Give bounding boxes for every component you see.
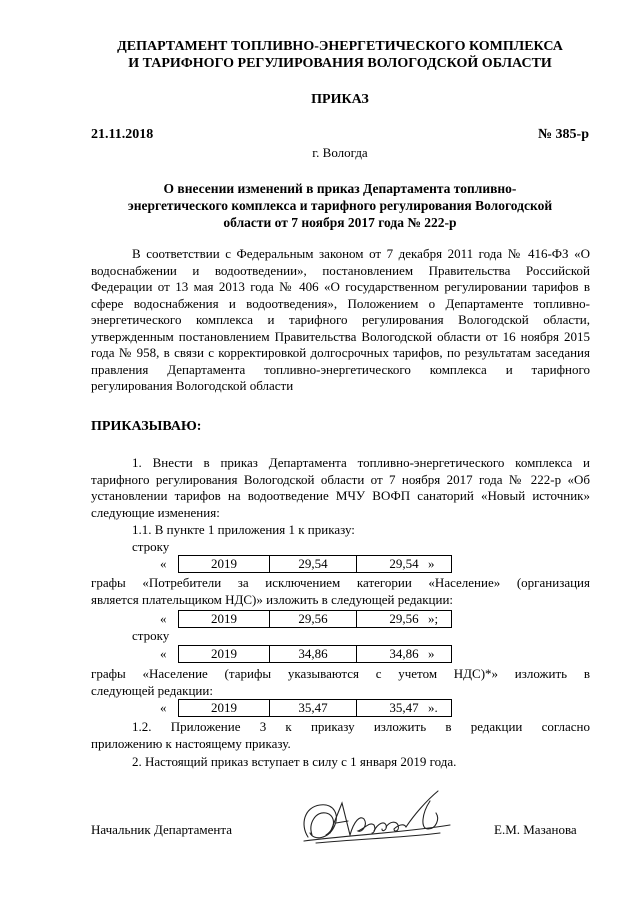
item-1-paragraph: 1. Внести в приказ Департамента топливно-энергетического комплекса и тарифного регулирования Вологодской области от 7 ноября 2017 года № 222-р «Об установлении тарифов на водоотведение МЧУ ВОФП санаторий «Новый источник» следующие изменения: [91, 455, 590, 520]
org-line-1: ДЕПАРТАМЕНТ ТОПЛИВНО-ЭНЕРГЕТИЧЕСКОГО КОМПЛЕКСА [117, 39, 563, 54]
table-cell-year: 2019 [179, 700, 270, 717]
order-word: ПРИКАЗЫВАЮ: [91, 419, 202, 434]
group-1-line-2: является плательщиком НДС)» изложить в следующей редакции: [91, 592, 454, 607]
table-cell-value: 35,47 [357, 700, 452, 717]
quote-close-1: » [428, 556, 435, 571]
subject-line-3: области от 7 ноября 2017 года № 222-р [223, 215, 457, 230]
tariff-row-table-4 [178, 699, 452, 717]
table-cell-value: 29,54 [357, 556, 452, 573]
handwritten-signature [290, 785, 465, 855]
quote-open-4: « [160, 700, 167, 715]
quote-close-3: » [428, 646, 435, 661]
item-1-1: 1.1. В пункте 1 приложения 1 к приказу: [132, 522, 355, 537]
document-city: г. Вологда [312, 145, 368, 160]
tariff-row-table-2 [178, 610, 452, 628]
table-cell-year: 2019 [179, 611, 270, 628]
org-line-2: И ТАРИФНОГО РЕГУЛИРОВАНИЯ ВОЛОГОДСКОЙ ОБЛАСТИ [128, 56, 552, 71]
item-1-2-line-1: 1.2. Приложение 3 к приказу изложить в редакции согласно [132, 719, 590, 734]
signatory-position: Начальник Департамента [91, 822, 232, 837]
table-cell-value: 34,86 [357, 646, 452, 663]
quote-close-4: ». [428, 700, 438, 715]
table-row [179, 556, 452, 573]
quote-open-2: « [160, 611, 167, 626]
table-cell-year: 2019 [179, 646, 270, 663]
group-2-line-1: графы «Население (тарифы указываются с учетом НДС)*» изложить в [91, 666, 590, 681]
table-cell-year: 2019 [179, 556, 270, 573]
subject-line-2: энергетического комплекса и тарифного регулирования Вологодской [127, 198, 553, 213]
item-1-2-line-2: приложению к настоящему приказу. [91, 736, 291, 751]
table-cell-value: 29,56 [270, 611, 357, 628]
subject-line-1: О внесении изменений в приказ Департамента топливно- [163, 181, 517, 196]
signatory-name: Е.М. Мазанова [494, 822, 577, 837]
tariff-row-table-3 [178, 645, 452, 663]
document-date: 21.11.2018 [91, 127, 154, 142]
preamble-paragraph: В соответствии с Федеральным законом от 7 декабря 2011 года № 416-ФЗ «О водоснабжении и водоотведении», постановлением Правительства Российской Федерации от 13 мая 2013 года № 406 «О государственном регулировании тарифов в сфере водоснабжения и водоотведения», Положением о Департаменте топливно-энергетического комплекса и тарифного регулирования Вологодской области, утвержденным постановлением Правительства Вологодской области от 16 ноября 2015 года № 958, в связи с корректировкой долгосрочных тарифов, по результатам заседания правления Департамента топливно-энергетического комплекса и тарифного регулирования Вологодской области [91, 246, 590, 393]
document-type: ПРИКАЗ [311, 92, 369, 107]
table-row [179, 700, 452, 717]
document-number: № 385-р [537, 127, 589, 142]
item-2: 2. Настоящий приказ вступает в силу с 1 января 2019 года. [132, 754, 457, 769]
group-2-line-2: следующей редакции: [91, 683, 213, 698]
table-cell-value: 35,47 [270, 700, 357, 717]
table-cell-value: 34,86 [270, 646, 357, 663]
table-cell-value: 29,54 [270, 556, 357, 573]
table-cell-value: 29,56 [357, 611, 452, 628]
organization-header [90, 38, 590, 72]
row-label-1: строку [132, 539, 170, 554]
tariff-row-table-1 [178, 555, 452, 573]
table-row [179, 611, 452, 628]
group-1-line-1: графы «Потребители за исключением категории «Население» (организация [91, 575, 590, 590]
document-subject [90, 180, 590, 231]
quote-close-2: »; [428, 611, 439, 626]
quote-open-1: « [160, 556, 167, 571]
row-label-2: строку [132, 628, 170, 643]
table-row [179, 646, 452, 663]
quote-open-3: « [160, 646, 167, 661]
